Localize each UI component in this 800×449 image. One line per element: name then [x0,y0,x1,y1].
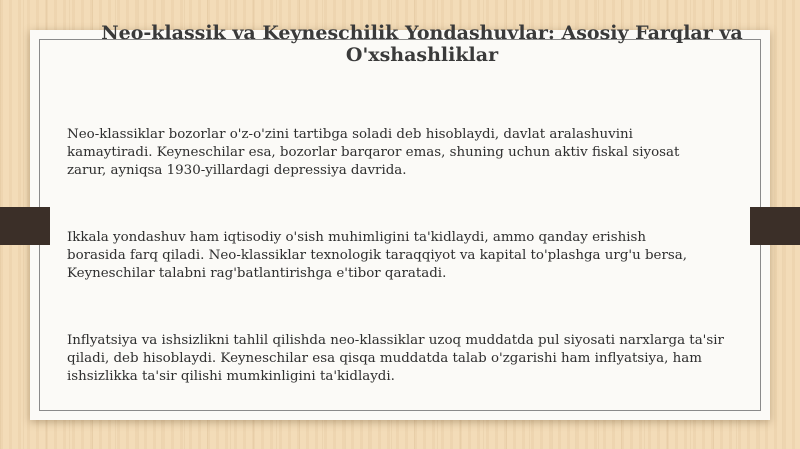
paragraph-inflation-unemployment: Inflyatsiya va ishsizlikni tahlil qilishda neo-klassiklar uzoq muddatda pul siyosati narxlarga ta'sir qiladi, deb hisoblaydi. Keyneschilar esa qisqa muddatda talab o'zgarishi ham inflyatsiya, ham ishsizlikka ta'sir qilishi mumkinligini ta'kidlaydi. [67,333,724,384]
paragraph-economic-growth: Ikkala yondashuv ham iqtisodiy o'sish muhimligini ta'kidlaydi, ammo qanday erishish borasida farq qiladi. Neo-klassiklar texnologik taraqqiyot va kapital to'plashga urg'u bersa, Keyneschilar talabni rag'batlantirishga e'tibor qaratadi. [67,230,687,281]
paragraph-market-regulation: Neo-klassiklar bozorlar o'z-o'zini tartibga soladi deb hisoblaydi, davlat aralashuvini kamaytiradi. Keyneschilar esa, bozorlar barqaror emas, shuning uchun aktiv fiskal siyosat zarur, ayniqsa 1930-yillardagi depressiya davrida. [67,127,680,178]
slide-title: Neo-klassik va Keyneschilik Yondashuvlar: Asosiy Farqlar va O'xshashliklar [101,22,743,66]
left-side-tab [0,207,50,245]
